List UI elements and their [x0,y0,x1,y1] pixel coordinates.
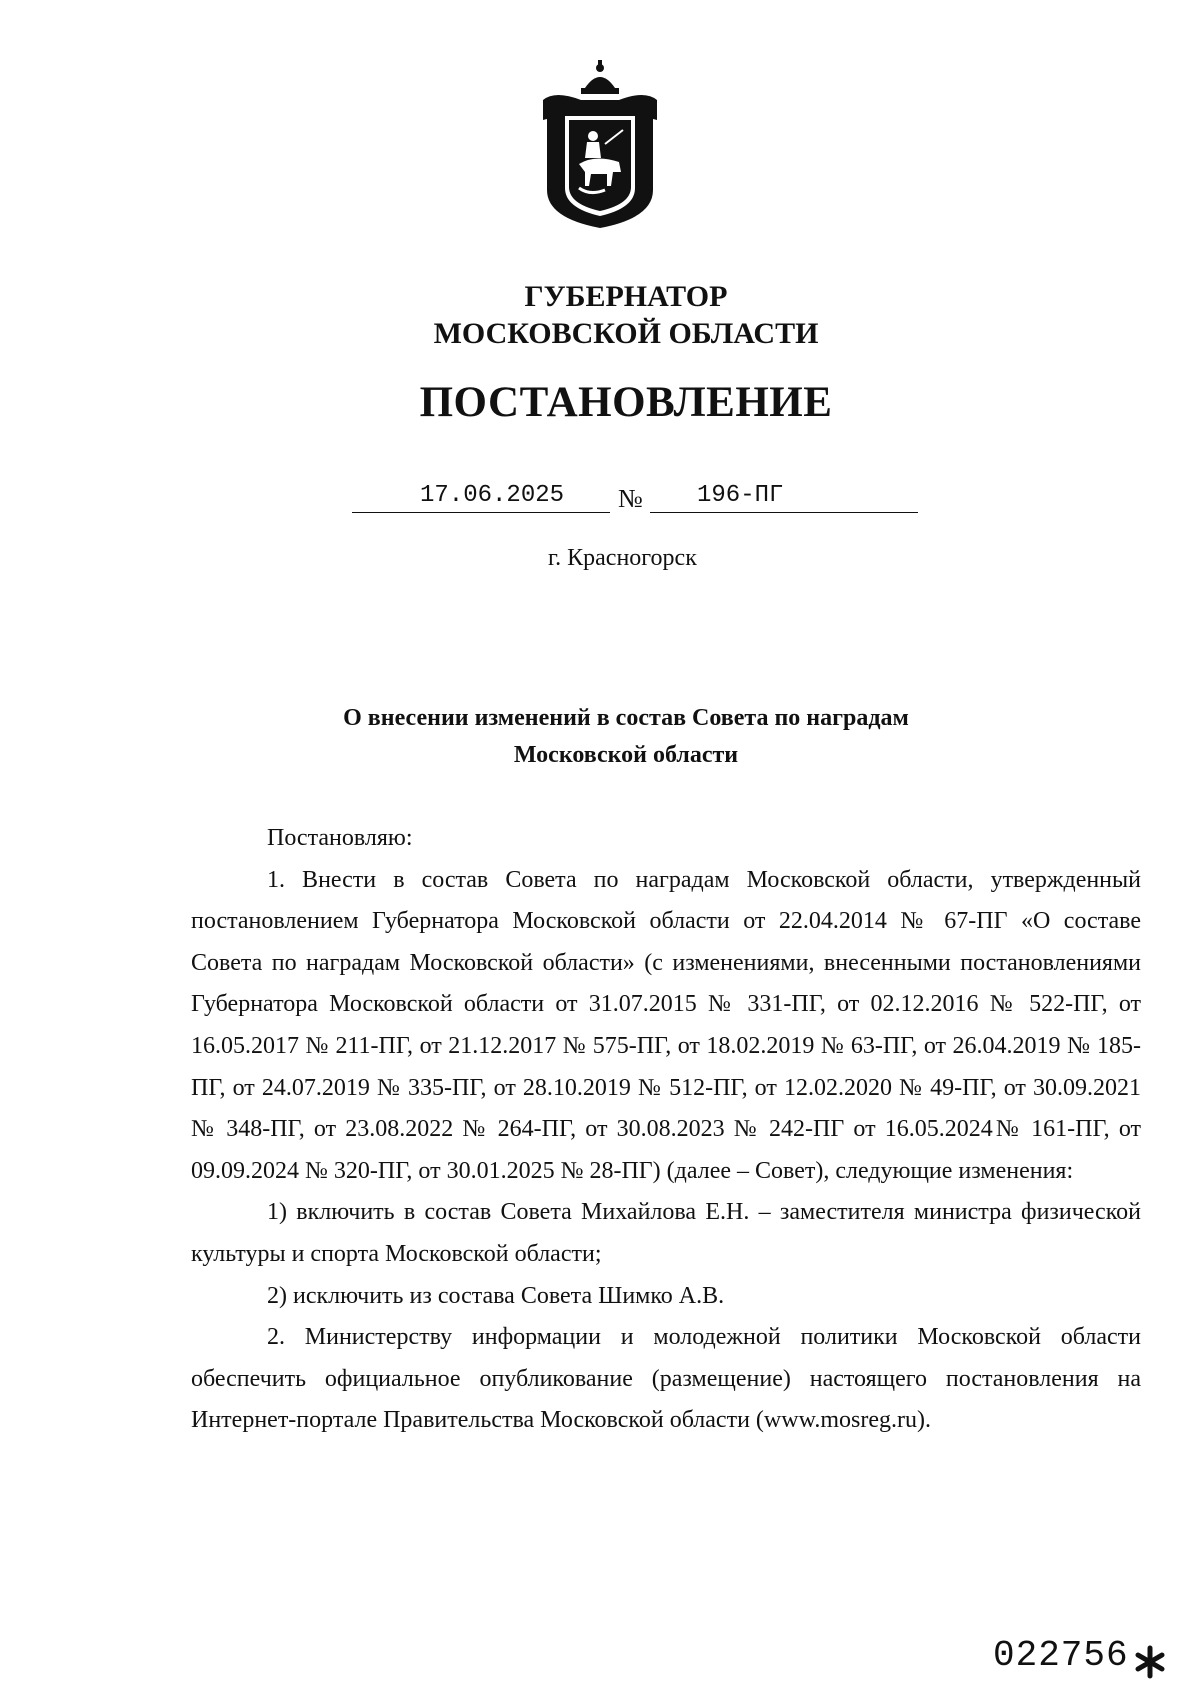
document-number: 196-ПГ [697,482,784,509]
serial-number: 022756 [993,1635,1129,1676]
number-underline [650,512,918,513]
decree-word: Постановляю: [267,825,413,851]
city: г. Красногорск [548,545,697,571]
subject-line-2: Московской области [513,742,739,768]
document-subject [26,700,1200,774]
paragraph-2: 2. Министерству информации и молодежной политики Московской области обеспечить официальное опубликование (размещение) настоящего постановления на Интернет-портале Правительства Московской области (www.mosreg.ru). [191,1324,1141,1434]
number-sign: № [618,484,643,513]
paragraph-1: 1. Внести в состав Совета по наградам Московской области, утвержденный постановлением Губернатора Московской области от 22.04.2014 № 67-ПГ «О составе Совета по наградам Московской области» (с изменениями, внесенными постановлениями Губернатора Московской области от 31.07.2015 № 331-ПГ, от 02.12.2016 № 522-ПГ, от 16.05.2017 № 211-ПГ, от 21.12.2017 № 575-ПГ, от 18.02.2019 № 63-ПГ, от 26.04.2019 № 185-ПГ, от 24.07.2019 № 335-ПГ, от 28.10.2019 № 512-ПГ, от 12.02.2020 № 49-ПГ, от 30.09.2021 № 348-ПГ, от 23.08.2022 № 264-ПГ, от 30.08.2023 № 242-ПГ от 16.05.2024№ 161-ПГ, от 09.09.2024 № 320-ПГ, от 30.01.2025 № 28-ПГ) (далее – Совет), следующие изменения: [191,866,1141,1184]
paragraph-1-item-1: 1) включить в состав Совета Михайлова Е.Н. – заместителя министра физической культуры и спорта Московской области; [191,1199,1141,1267]
asterisk-icon [1133,1645,1167,1679]
subject-line-1: О внесении изменений в состав Совета по наградам [343,705,909,731]
date-underline [352,512,610,513]
date-number-row [0,482,1200,522]
document-type: ПОСТАНОВЛЕНИЕ [419,379,833,426]
coat-of-arms-icon [535,60,665,230]
paragraph-1-item-2: 2) исключить из состава Совета Шимко А.В. [267,1282,725,1309]
document-body [191,818,1141,1442]
authority-title: ГУБЕРНАТОР [524,280,728,313]
document-date: 17.06.2025 [420,482,565,509]
authority-region: МОСКОВСКОЙ ОБЛАСТИ [433,317,819,350]
